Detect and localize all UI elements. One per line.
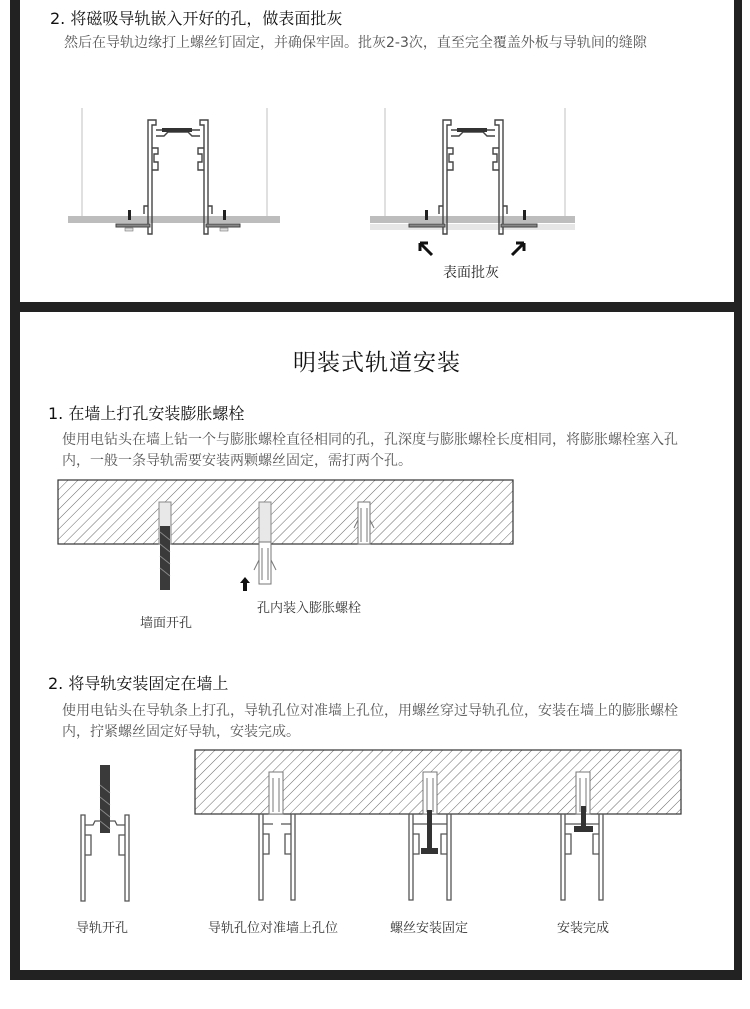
recessed-rail-diagram <box>60 100 290 250</box>
wall-rail-diagram <box>195 750 685 910</box>
wall-drilling-diagram <box>58 480 518 590</box>
caption-insert-anchor: 孔内装入膨胀螺栓 <box>257 601 362 616</box>
caption-screw-fixing: 螺丝安装固定 <box>390 921 469 936</box>
arrow-up-left-icon <box>415 238 435 258</box>
arrow-up-right-icon <box>509 238 529 258</box>
step1-description: 使用电钻头在墙上钻一个与膨胀螺栓直径相同的孔，孔深度与膨胀螺栓长度相同，将膨胀螺栓塞入孔内，一般一条导轨需要安装两颗螺丝固定，需打两个孔。 <box>62 432 678 469</box>
caption-drill-wall: 墙面开孔 <box>140 616 193 631</box>
step2-title: 2. 将导轨安装固定在墙上 <box>48 674 229 693</box>
step1-title: 1. 在墙上打孔安装膨胀螺栓 <box>48 404 245 423</box>
section-title: 明装式轨道安装 <box>293 350 461 376</box>
caption-install-complete: 安装完成 <box>557 921 610 936</box>
step-title: 2. 将磁吸导轨嵌入开好的孔，做表面批灰 <box>50 9 343 28</box>
surface-putty-diagram <box>365 100 580 240</box>
arrow-up-icon <box>239 577 251 591</box>
step2-description: 使用电钻头在导轨条上打孔，导轨孔位对准墙上孔位，用螺丝穿过导轨孔位，安装在墙上的膨胀螺栓内，拧紧螺丝固定好导轨，安装完成。 <box>62 703 678 740</box>
caption-rail-drilling: 导轨开孔 <box>76 921 129 936</box>
putty-caption: 表面批灰 <box>443 265 499 281</box>
rail-drilling-diagram <box>75 765 135 905</box>
caption-align-holes: 导轨孔位对准墙上孔位 <box>208 921 339 936</box>
step-description: 然后在导轨边缘打上螺丝钉固定，并确保牢固。批灰2-3次，直至完全覆盖外板与导轨间的缝隙 <box>64 35 647 51</box>
